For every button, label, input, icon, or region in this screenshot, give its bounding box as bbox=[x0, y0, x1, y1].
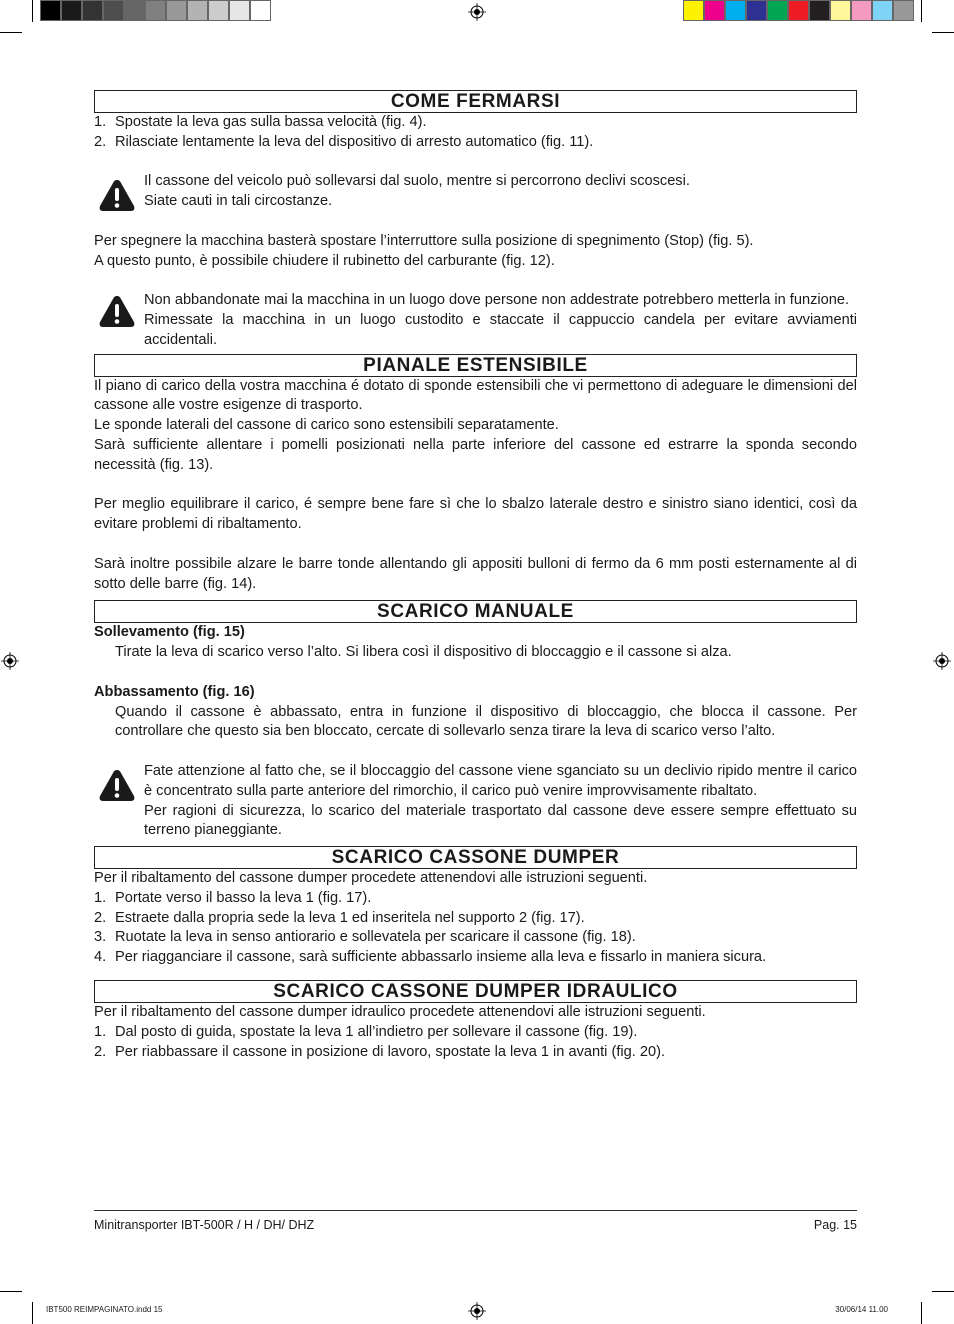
gray-swatch bbox=[229, 0, 250, 21]
paragraph: Per il ribaltamento del cassone dumper procedete attenendovi alle istruzioni seguenti. bbox=[94, 870, 648, 887]
slug-date: 30/06/14 11.00 bbox=[835, 1305, 888, 1314]
subheading: Sollevamento (fig. 15) bbox=[94, 624, 245, 641]
color-swatch bbox=[704, 0, 725, 21]
color-swatch bbox=[788, 0, 809, 21]
paragraph: Quando il cassone è abbassato, entra in funzione il dispositivo di bloccaggio, che blocca il cassone. Per controllare che questo sia ben bloccato, cercate di sollevarlo senza tirare la leva di scarico verso l’alto. bbox=[115, 703, 857, 740]
list-item: 2. Rilasciate lentamente la leva del dispositivo di arresto automatico (fig. 11). bbox=[94, 133, 594, 150]
section-title-pianale-estensibile: PIANALE ESTENSIBILE bbox=[94, 354, 857, 377]
page-number: Pag. 15 bbox=[813, 1218, 857, 1232]
registration-mark-icon bbox=[468, 3, 486, 21]
warning-block bbox=[94, 762, 857, 841]
gray-swatch bbox=[103, 0, 124, 21]
gray-swatch bbox=[124, 0, 145, 21]
warning-icon bbox=[98, 768, 136, 802]
page-content bbox=[94, 90, 857, 1062]
footer-rule bbox=[94, 1210, 857, 1211]
warning-text: Rimessate la macchina in un luogo custodito e staccate il cappuccio candela per evitare avviamenti accidentali. bbox=[144, 311, 857, 348]
warning-text: Per ragioni di sicurezza, lo scarico del materiale trasportato dal cassone deve essere sempre effettuato su terreno pianeggiante. bbox=[144, 802, 857, 839]
list-item: 1. Dal posto di guida, spostate la leva 1 all’indietro per sollevare il cassone (fig. 19). bbox=[94, 1023, 638, 1040]
crop-mark-top-left-v bbox=[32, 0, 33, 22]
gray-swatch bbox=[82, 0, 103, 21]
crop-mark-top-left-h bbox=[0, 32, 22, 33]
gray-swatch bbox=[166, 0, 187, 21]
crop-mark-bottom-left-h bbox=[0, 1291, 22, 1292]
paragraph: Tirate la leva di scarico verso l’alto. Si libera così il dispositivo di bloccaggio e il cassone si alza. bbox=[115, 644, 732, 661]
gray-swatch bbox=[61, 0, 82, 21]
warning-text: Siate cauti in tali circostanze. bbox=[144, 193, 333, 210]
slug-file: IBT500 REIMPAGINATO.indd 15 bbox=[46, 1305, 163, 1314]
warning-icon bbox=[98, 294, 136, 328]
paragraph: Le sponde laterali del cassone di carico sono estensibili separatamente. bbox=[94, 417, 559, 434]
list-item: 1. Spostate la leva gas sulla bassa velocità (fig. 4). bbox=[94, 114, 427, 130]
crop-mark-top-right-h bbox=[932, 32, 954, 33]
warning-text: Il cassone del veicolo può sollevarsi dal suolo, mentre si percorrono declivi scoscesi. bbox=[144, 173, 690, 190]
gray-swatch bbox=[40, 0, 61, 21]
paragraph: Per spegnere la macchina basterà spostare l’interruttore sulla posizione di spegnimento (Stop) (fig. 5). bbox=[94, 232, 754, 249]
registration-mark-icon bbox=[1, 652, 19, 670]
section-title-come-fermarsi: COME FERMARSI bbox=[94, 90, 857, 113]
registration-mark-icon bbox=[468, 1302, 486, 1320]
gray-swatch bbox=[187, 0, 208, 21]
warning-block bbox=[94, 291, 857, 350]
paragraph: Il piano di carico della vostra macchina é dotato di sponde estensibili che vi permettono di adeguare le dimensioni del cassone alle vostre esigenze di trasporto. bbox=[94, 377, 857, 414]
warning-icon bbox=[98, 178, 136, 212]
color-swatch bbox=[809, 0, 830, 21]
section-title-scarico-manuale: SCARICO MANUALE bbox=[94, 600, 857, 623]
list-item: 1. Portate verso il basso la leva 1 (fig. 17). bbox=[94, 889, 372, 906]
gray-swatch bbox=[145, 0, 166, 21]
color-swatch bbox=[683, 0, 704, 21]
gray-swatch bbox=[250, 0, 271, 21]
list-item: 2. Estraete dalla propria sede la leva 1 ed inseritela nel supporto 2 (fig. 17). bbox=[94, 909, 585, 926]
crop-mark-top-right-v bbox=[921, 0, 922, 22]
color-swatch bbox=[872, 0, 893, 21]
color-swatch bbox=[725, 0, 746, 21]
color-swatch bbox=[830, 0, 851, 21]
paragraph: Sarà sufficiente allentare i pomelli posizionati nella parte inferiore del cassone ed estrarre la sponda secondo necessità (fig. 13). bbox=[94, 436, 857, 473]
subheading: Abbassamento (fig. 16) bbox=[94, 683, 255, 700]
color-swatch bbox=[851, 0, 872, 21]
crop-mark-bottom-right-h bbox=[932, 1291, 954, 1292]
crop-mark-bottom-right-v bbox=[921, 1302, 922, 1324]
section-title-scarico-cassone-dumper: SCARICO CASSONE DUMPER bbox=[94, 846, 857, 869]
paragraph: Per il ribaltamento del cassone dumper idraulico procedete attenendovi alle istruzioni seguenti. bbox=[94, 1004, 706, 1021]
color-swatch bbox=[746, 0, 767, 21]
gray-swatch bbox=[208, 0, 229, 21]
paragraph: Sarà inoltre possibile alzare le barre tonde allentando gli appositi bulloni di fermo da 6 mm posti esternamente al di sotto delle barre (fig. 14). bbox=[94, 555, 857, 592]
color-swatch bbox=[767, 0, 788, 21]
list-item: 3. Ruotate la leva in senso antiorario e sollevatela per scaricare il cassone (fig. 18). bbox=[94, 929, 636, 946]
paragraph: Per meglio equilibrare il carico, é sempre bene fare sì che lo sbalzo laterale destro e sinistro siano identici, così da evitare problemi di ribaltamento. bbox=[94, 496, 857, 533]
warning-block bbox=[94, 172, 857, 212]
warning-text: Non abbandonate mai la macchina in un luogo dove persone non addestrate potrebbero metterla in funzione. bbox=[144, 292, 850, 309]
footer-product: Minitransporter IBT-500R / H / DH/ DHZ bbox=[94, 1218, 315, 1232]
crop-mark-bottom-left-v bbox=[32, 1302, 33, 1324]
section-title-scarico-cassone-dumper-idraulico: SCARICO CASSONE DUMPER IDRAULICO bbox=[94, 980, 857, 1003]
list-item: 4. Per riagganciare il cassone, sarà sufficiente abbassarlo insieme alla leva e fissarlo in maniera sicura. bbox=[94, 949, 767, 966]
list-item: 2. Per riabbassare il cassone in posizione di lavoro, spostate la leva 1 in avanti (fig. 20). bbox=[94, 1043, 665, 1060]
color-swatch bbox=[893, 0, 914, 21]
warning-text: Fate attenzione al fatto che, se il bloccaggio del cassone viene sganciato su un declivio ripido mentre il carico è concentrato sulla parte anteriore del rimorchio, il carico può venire improvvisamente ribaltato. bbox=[144, 762, 857, 799]
paragraph: A questo punto, è possibile chiudere il rubinetto del carburante (fig. 12). bbox=[94, 252, 555, 269]
registration-mark-icon bbox=[933, 652, 951, 670]
